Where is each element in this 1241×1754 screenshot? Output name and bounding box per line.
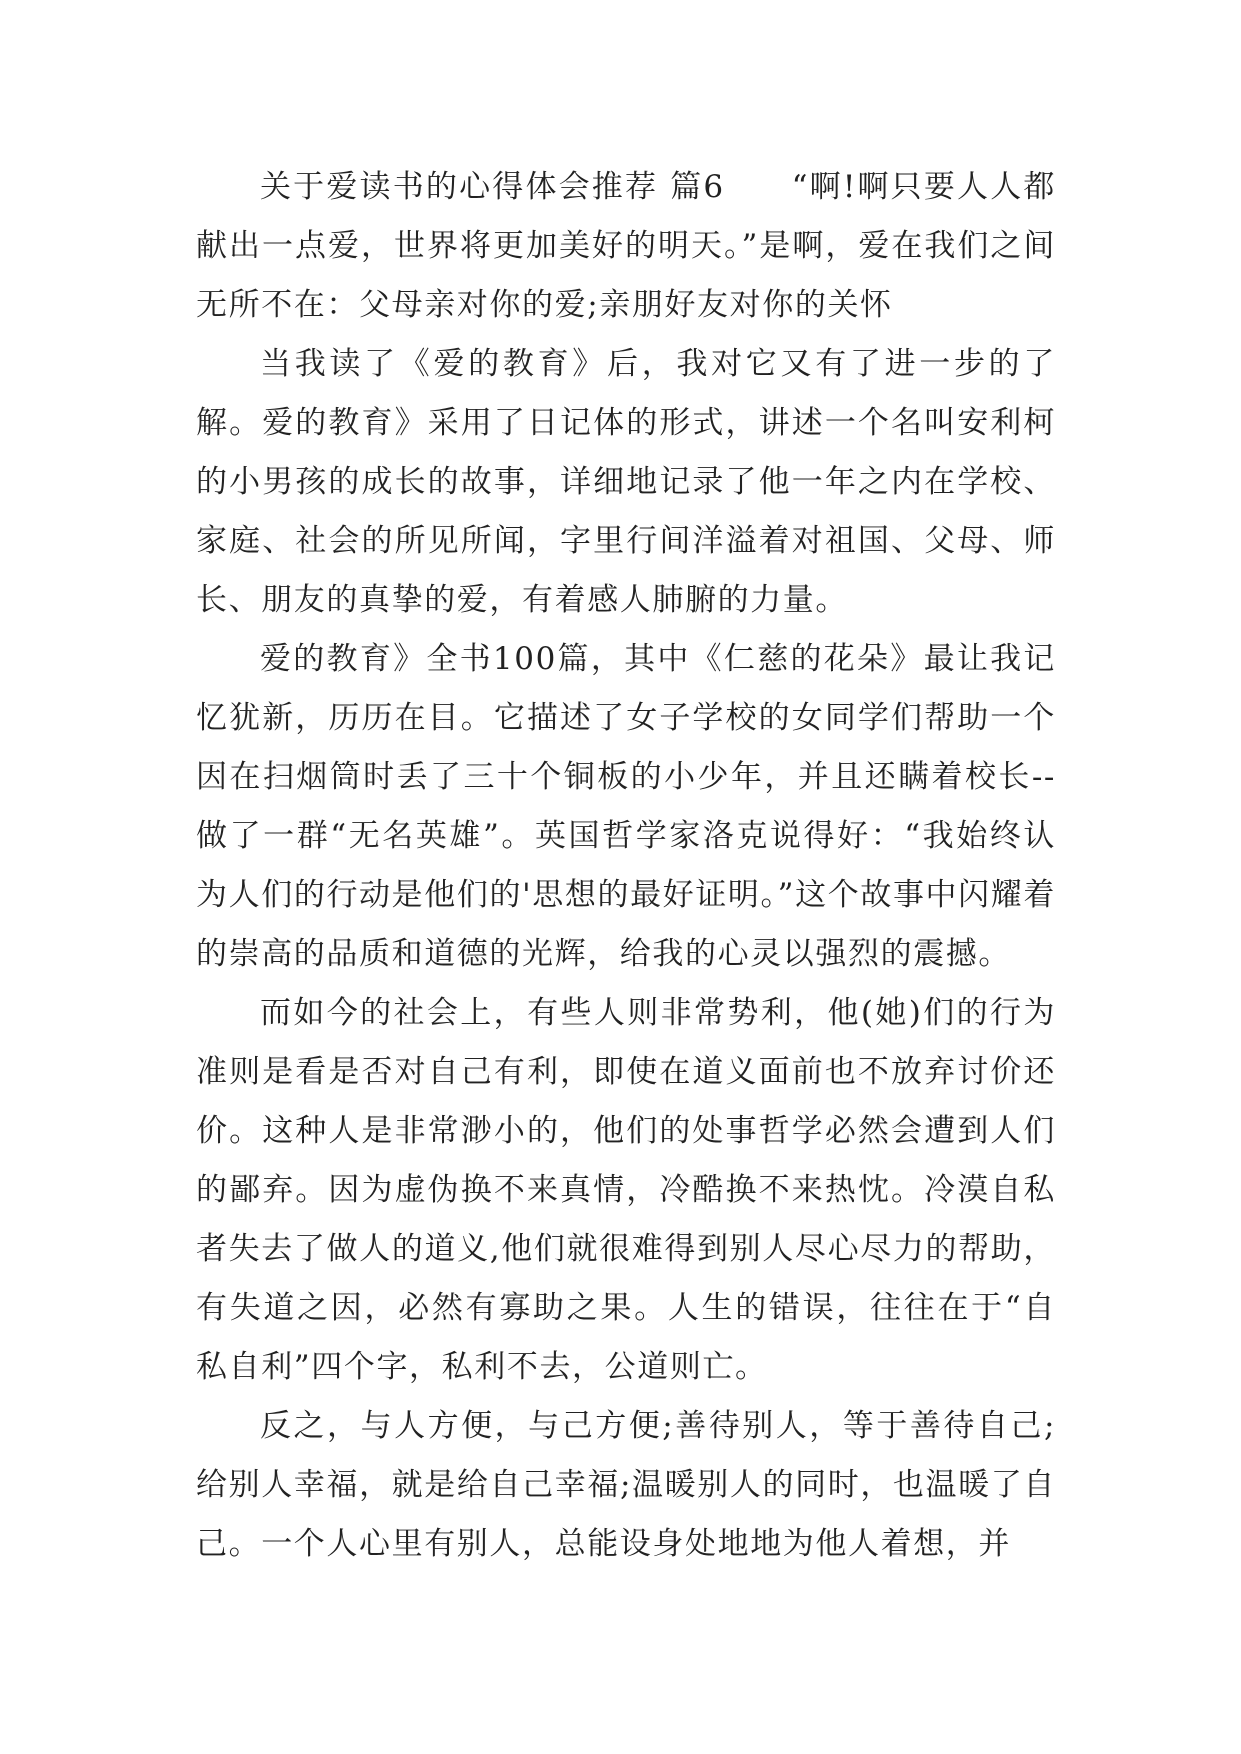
paragraph-society: 而如今的社会上，有些人则非常势利，他(她)们的行为准则是看是否对自己有利，即使在道义面前也不放弃讨价还价。这种人是非常渺小的，他们的处事哲学必然会遭到人们的鄙弃。因为虚伪换不来真情，冷酷换不来热忱。冷漠自私者失去了做人的道义,他们就很难得到别人尽心尽力的帮助，有失道之因，必然有寡助之果。人生的错误，往往在于“自私自利”四个字，私利不去，公道则亡。: [196, 995, 1056, 1385]
paragraph-intro: 关于爱读书的心得体会推荐 篇6 “啊!啊只要人人都献出一点爱，世界将更加美好的明天。”是啊，爱在我们之间无所不在：父母亲对你的爱;亲朋好友对你的关怀: [196, 169, 1056, 323]
paragraph-kind-flowers: 爱的教育》全书100篇，其中《仁慈的花朵》最让我记忆犹新，历历在目。它描述了女子学校的女同学们帮助一个因在扫烟筒时丢了三十个铜板的小少年，并且还瞒着校长--做了一群“无名英雄”。英国哲学家洛克说得好：“我始终认为人们的行动是他们的'思想的最好证明。”这个故事中闪耀着的崇高的品质和道德的光辉，给我的心灵以强烈的震撼。: [196, 641, 1056, 972]
paragraph-conversely: 反之，与人方便，与己方便;善待别人，等于善待自己;给别人幸福，就是给自己幸福;温暖别人的同时，也温暖了自己。一个人心里有别人，总能设身处地地为他人着想，并: [196, 1408, 1056, 1562]
paragraph-book-reading: 当我读了《爱的教育》后，我对它又有了进一步的了解。爱的教育》采用了日记体的形式，讲述一个名叫安利柯的小男孩的成长的故事，详细地记录了他一年之内在学校、家庭、社会的所见所闻，字里行间洋溢着对祖国、父母、师长、朋友的真挚的爱，有着感人肺腑的力量。: [196, 346, 1056, 618]
article-body: [196, 158, 1056, 1574]
